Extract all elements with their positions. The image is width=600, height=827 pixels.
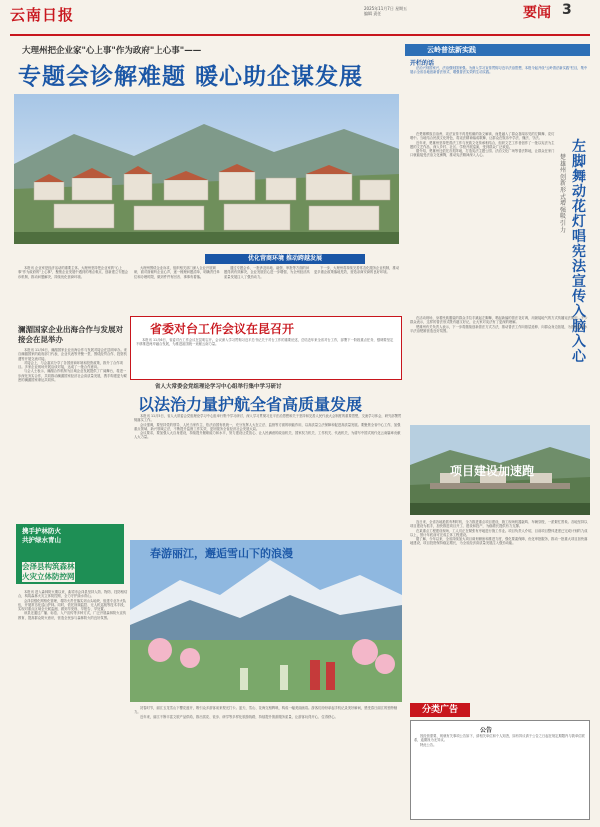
spring-body: 初春时节，丽江玉龙雪山下樱花盛开，吸引众多游客前来观光打卡。蓝天、雪山、花海交相辉映，构成一幅美丽画卷。游客们纷纷拿起手机记录美好瞬间，感受春日丽江的独特魅力。 近年来，丽江不断丰富文旅产品供给，推出赏花、徒步、研学等多样化旅游线路，持续提升旅游服务质量，让游客玩得开心、住得舒心。 xyxy=(134,706,398,719)
lead-body-col4: 下一步，大理州将持续完善常态化服务企业机制，推动更多惠企政策落地见效，营造亲商安商的良好环境。 xyxy=(314,266,400,275)
renda-body: 本报讯 11月5日，省人大常委会党组理论学习中心组举行集中学习研讨，深入学习贯彻习近平法治思想和关于坚持和完善人民代表大会制度的重要思想，交流学习体会，研究部署贯彻落实工作。 会议强调，要坚持党的领导、人民当家作主、依法治国有机统一，充分发挥人大在立法、监督等方面的职能作用，以高质量立法保障和促进高质量发展。要聚焦全省中心工作，加强重点领域、新兴领域立法，不断提升监督工作实效，更好服务全省经济社会发展大局。 会议要求，要加强人大自身建设，持续提升履职能力和水平，努力建设让党放心、让人民满意的政治机关、国家权力机关、工作机关、代表机关，为谱写中国式现代化云南篇章贡献人大力量。 xyxy=(134,414,402,440)
vertical-headline: 左脚舞动花灯唱 宪法宣传入脑入心 xyxy=(572,139,586,365)
right-body-1: 在楚雄彝族自治州，宪法宣传不再是枯燥的条文解读，而是融入了群众喜闻乐见的左脚舞、花灯唱中。当地结合民族文化特色，将宪法精神编成歌舞，让群众在娱乐中学法、懂法、守法。 近年来，楚雄州坚持把普法工作与民族文化传承相结合，组织文艺工作者创作了一批以宪法为主题的文艺作品，深入乡村、社区、学校开展巡演，受到群众广泛欢迎。 据介绍，楚雄州还依托各类阵地，打造宪法主题公园、法治文化广场等普法阵地，让群众在家门口就能接受法治文化熏陶，推动宪法精神深入人心。 xyxy=(410,132,555,158)
spring-photo xyxy=(130,540,402,702)
section-title: 要闻 xyxy=(523,5,551,21)
masthead-date: 2025年11月7日 星期五 编辑 责任 xyxy=(364,6,408,16)
masthead-rule xyxy=(10,34,590,36)
spring-headline: 春游丽江，邂逅雪山下的浪漫 xyxy=(150,547,293,560)
masthead-logo: 云南日报 xyxy=(10,6,75,24)
classified-ads-label: 分类广告 xyxy=(410,703,470,717)
lead-headline: 专题会诊解难题 暖心助企谋发展 xyxy=(18,64,364,90)
focus-body: 本报讯 11月6日，省委对台工作会议在昆明召开。会议深入学习贯彻习近平总书记关于对台工作的重要论述，总结近年来全省对台工作，部署下一阶段重点任务，强调要坚定不移推进两岸融合发展，为推进祖国统一贡献云南力量。 xyxy=(136,338,394,347)
project-body: 连日来，全省各地抢抓有利时机，全力推进重点项目建设，施工现场机器轰鸣、车辆穿梭，一派繁忙景象。各地坚持以项目建设为抓手，加快推进项目开工、建设和投产，为稳增长提供有力支撑。 在某重点工程建设现场，工人们正在紧张有序地进行施工作业。项目负责人介绍，目前项目整体进度已完成计划的九成以上，预计年底前可完成主体工程建设。 据了解，今年以来，全省持续加大项目谋划储备和推进力度，强化要素保障，优化审批服务，推动一批重大项目加快落地建设，项目投资保持稳定增长，为全省经济高质量发展注入强劲动能。 xyxy=(410,520,588,546)
column-intro-text: 法治兴则国家兴，法治强则国家强。为深入学习宣传贯彻习近平法治思想，本报今起开设"云岭普法新实践"栏目，集中展示全省各地创新普法形式、增强普法实效的生动实践。 xyxy=(410,66,588,75)
right-body-2: 在活动现场，身着民族服装的群众手拉手跳起左脚舞，唱起新编的普法花灯调，用最接地气的方式传播宪法知识。不少群众表示，这样的普法形式既有趣又好记，让大家对宪法有了更深的理解。 楚雄州有关负责人表示，下一步将继续创新普法方式方法，推动普法工作向基层延伸、向群众身边拓展，为建设更高水平法治楚雄营造良好氛围。 xyxy=(410,316,588,333)
lead-body-col3: 通过专题会诊，一批涉及用地、融资、审批等方面的问题得到有效解决，企业发展信心进一步增强，为全州经济高质量发展注入了强劲动力。 xyxy=(224,266,310,279)
notice-body: 因经营需要，现就有关事项公告如下，请相关单位和个人知悉，如有异议请于公告之日起在规定期限内与我单位联系，逾期视为无异议。 特此公告。 xyxy=(414,734,585,747)
lead-photo xyxy=(14,94,399,244)
campaign-badge-text: 携手护林防火 共护绿水青山 xyxy=(22,527,61,544)
column-bar: 云岭普法新实践 xyxy=(405,44,590,56)
renda-kicker: 省人大常委会党组理论学习中心组举行集中学习研讨 xyxy=(155,384,282,390)
page-number: 3 xyxy=(562,2,572,18)
left-mid-headline: 澜湄国家企业出海合作与发展对接会在昆举办 xyxy=(18,325,123,344)
lead-body-col2: 大理州围绕企业诉求，组织相关部门深入企业开展调研，面对面倾听企业心声，逐一梳理问题清单，明确责任单位和办理时限，做到件件有回音、事事有着落。 xyxy=(134,266,220,279)
green-headline: 会泽县构筑森林 火灾立体防控网 xyxy=(22,562,75,581)
vertical-kicker: 楚雄州创新形式增强吸引力 xyxy=(560,154,567,234)
renda-headline: 以法治力量护航全省高质量发展 xyxy=(138,395,363,414)
green-body: 本报讯 进入森林防火期以来，曲靖市会泽县坚持人防、物防、技防相结合，构筑森林火灾立体防控网，全力守护绿水青山。 会泽县强化网格化管理，将防火责任落实到山头地块，组建专业扑火队伍，开展常态化巡山护林。同时，依托视频监控、无人机巡航等技术手段，实现对重点区域全天候监测，做到早发现、早报告、早处置。 该县还通过广播、标语、入户宣传等多种方式，广泛开展森林防火宣传教育，提高群众防火意识，营造全民参与森林防火的良好氛围。 xyxy=(18,590,128,620)
left-mid-body: 本报讯 11月6日，澜湄国家企业出海合作与发展对接会在昆明举办。来自澜湄国家的政府部门代表、企业代表等齐聚一堂，围绕经贸合作、投资机遇等开展交流对接。 对接会上，与会嘉宾分享了各国营商环境和投资政策，推介了合作项目。多家企业现场开展洽谈对接，达成了一批合作意向。 与会人士表示，澜湄合作机制为区域企业发展提供了广阔舞台，将进一步深化务实合作，共同推动澜湄国家经济社会高质量发展，携手构建更为紧密的澜湄国家命运共同体。 xyxy=(18,348,127,383)
notice-title: 公告 xyxy=(480,727,493,734)
project-headline: 项目建设加速跑 xyxy=(450,464,535,478)
lead-kicker: 大理州把企业家"心上事"作为政府"上心事"—— xyxy=(22,46,202,56)
focus-headline: 省委对台工作会议在昆召开 xyxy=(150,322,295,336)
column-intro-label: 开栏的话 xyxy=(410,60,435,67)
lead-body-col1: 本报讯 企业家是经济活动的重要主体。大理州坚持把企业家的"心上事"作为政府的"上心事"，聚焦企业发展中遇到的堵点难点，创新建立专题会诊机制，推动问题解决，持续优化营商环境。 xyxy=(18,266,129,279)
photo-caption-bar: 优化营商环境 推动跨越发展 xyxy=(205,254,365,264)
